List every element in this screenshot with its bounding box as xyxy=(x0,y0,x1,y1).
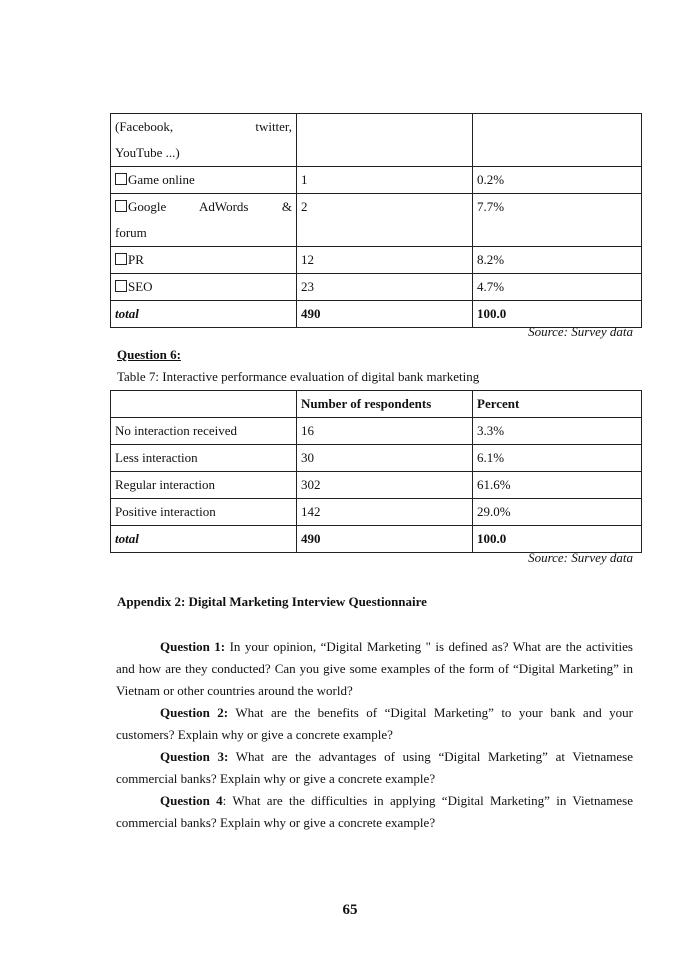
table-cell-count: 490 xyxy=(297,526,473,553)
question-paragraph xyxy=(116,746,633,790)
table-cell-count: 490 xyxy=(297,301,473,328)
table-cell-label xyxy=(111,167,297,194)
cell-text: forum xyxy=(115,225,147,240)
question-text: What are the advantages of using “Digital Marketing” at Vietnamese commercial banks? Explain why or give a concrete example? xyxy=(116,749,633,786)
cell-text: twitter, xyxy=(255,119,292,134)
table-cell-label: Positive interaction xyxy=(111,499,297,526)
table-cell-label xyxy=(111,114,297,167)
cell-text: Game online xyxy=(128,172,195,187)
table-cell-percent xyxy=(473,114,642,167)
table-cell-percent: 29.0% xyxy=(473,499,642,526)
question-label: Question 1: xyxy=(160,639,226,654)
appendix-title: Appendix 2: Digital Marketing Interview Questionnaire xyxy=(117,594,427,609)
table-cell-label xyxy=(111,194,297,247)
questionnaire xyxy=(116,636,633,834)
table-header-cell: Number of respondents xyxy=(297,391,473,418)
table-cell-count: 1 xyxy=(297,167,473,194)
table-7 xyxy=(110,390,642,553)
question-paragraph xyxy=(116,790,633,834)
table-6-continuation xyxy=(110,113,642,328)
table-cell-count: 16 xyxy=(297,418,473,445)
table-cell-label: total xyxy=(111,301,297,328)
table-cell-percent: 100.0 xyxy=(473,526,642,553)
table-cell-count: 23 xyxy=(297,274,473,301)
cell-text: AdWords xyxy=(198,199,249,214)
table-cell-percent: 4.7% xyxy=(473,274,642,301)
table-row xyxy=(111,194,642,247)
cell-text: & xyxy=(281,199,292,214)
table-row xyxy=(111,114,642,167)
question-paragraph xyxy=(116,636,633,702)
question-text: In your opinion, “Digital Marketing " is defined as? What are the activities and how are they conducted? Can you give some examples of the form of “Digital Marketing” in Vietnam or other countries around the world? xyxy=(116,639,633,698)
cell-text: PR xyxy=(128,252,144,267)
table-cell-percent: 8.2% xyxy=(473,247,642,274)
table-cell-percent: 0.2% xyxy=(473,167,642,194)
table-row xyxy=(111,472,642,499)
table-cell-label xyxy=(111,274,297,301)
cell-text: YouTube ...) xyxy=(115,145,180,160)
table-row xyxy=(111,445,642,472)
table-cell-percent: 3.3% xyxy=(473,418,642,445)
table-7-source: Source: Survey data xyxy=(528,550,633,565)
table-cell-percent: 61.6% xyxy=(473,472,642,499)
cell-text: SEO xyxy=(128,279,153,294)
table-row xyxy=(111,247,642,274)
table-row xyxy=(111,274,642,301)
table-cell-label xyxy=(111,247,297,274)
table-row xyxy=(111,499,642,526)
question-text: : What are the difficulties in applying “Digital Marketing” in Vietnamese commercial banks? Explain why or give a concrete example? xyxy=(116,793,633,830)
table-cell-count: 30 xyxy=(297,445,473,472)
table-total-row xyxy=(111,526,642,553)
question-text: What are the benefits of “Digital Marketing” to your bank and your customers? Explain why or give a concrete example? xyxy=(116,705,633,742)
cell-text: (Facebook, xyxy=(115,119,174,134)
checkbox-icon xyxy=(115,280,127,292)
checkbox-icon xyxy=(115,173,127,185)
checkbox-icon xyxy=(115,253,127,265)
table-cell-percent: 100.0 xyxy=(473,301,642,328)
table-cell-label: Less interaction xyxy=(111,445,297,472)
table-row xyxy=(111,167,642,194)
table-7-caption: Table 7: Interactive performance evaluation of digital bank marketing xyxy=(117,369,480,384)
checkbox-icon xyxy=(115,200,127,212)
table-row xyxy=(111,418,642,445)
table-cell-count: 12 xyxy=(297,247,473,274)
table-header-row xyxy=(111,391,642,418)
table-cell-count: 2 xyxy=(297,194,473,247)
table-header-cell: Percent xyxy=(473,391,642,418)
table-6-source: Source: Survey data xyxy=(528,324,633,339)
table-cell-count xyxy=(297,114,473,167)
page-number: 65 xyxy=(342,902,358,918)
table-cell-label: No interaction received xyxy=(111,418,297,445)
cell-text: Google xyxy=(128,199,167,214)
question-6-heading: Question 6: xyxy=(117,347,181,362)
table-header-cell xyxy=(111,391,297,418)
table-cell-label: Regular interaction xyxy=(111,472,297,499)
question-label: Question 4 xyxy=(160,793,223,808)
table-cell-count: 142 xyxy=(297,499,473,526)
table-cell-percent: 6.1% xyxy=(473,445,642,472)
question-label: Question 2: xyxy=(160,705,229,720)
table-cell-label: total xyxy=(111,526,297,553)
question-label: Question 3: xyxy=(160,749,229,764)
table-cell-percent: 7.7% xyxy=(473,194,642,247)
question-paragraph xyxy=(116,702,633,746)
table-cell-count: 302 xyxy=(297,472,473,499)
